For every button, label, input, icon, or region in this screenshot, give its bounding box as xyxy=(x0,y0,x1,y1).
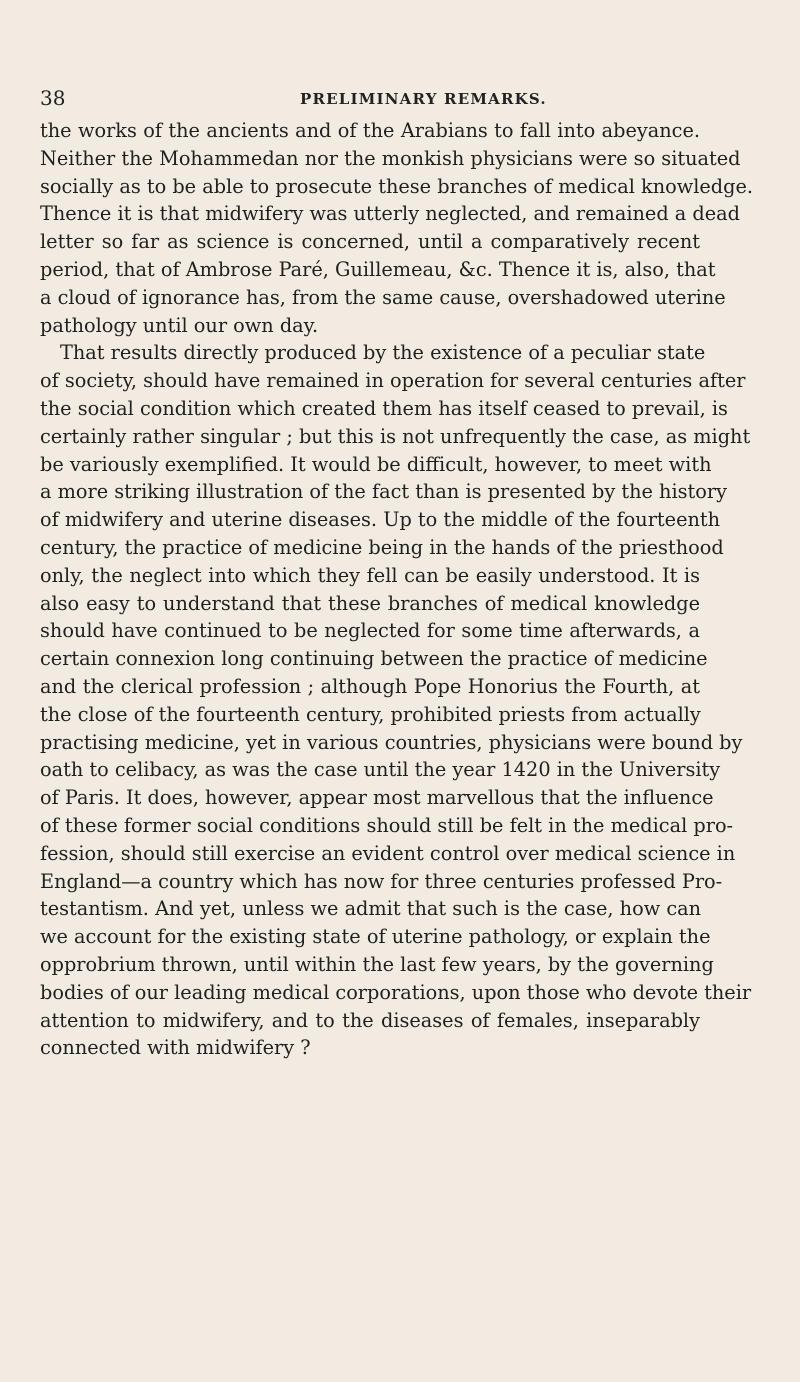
text-line: the works of the ancients and of the Arabians to fall into abeyance. xyxy=(40,119,700,142)
text-line: Neither the Mohammedan nor the monkish physicians were so situated xyxy=(40,146,741,170)
text-line: the close of the fourteenth century, prohibited priests from actually xyxy=(40,702,701,726)
text-line: the social condition which created them has itself ceased to prevail, is xyxy=(40,396,728,420)
paragraph-2 xyxy=(40,339,752,1062)
text-line: of these former social conditions should still be felt in the medical pro- xyxy=(40,813,734,837)
text-line: and the clerical profession ; although Pope Honorius the Fourth, at xyxy=(40,674,700,698)
text-line: of Paris. It does, however, appear most marvellous that the influence xyxy=(40,786,714,810)
text-line: oath to celibacy, as was the case until the year 1420 in the University xyxy=(40,758,721,782)
text-line: a more striking illustration of the fact than is presented by the history xyxy=(40,480,728,504)
running-head: PRELIMINARY REMARKS. xyxy=(300,90,547,108)
text-line: pathology until our own day. xyxy=(40,313,319,337)
text-line: socially as to be able to prosecute these branches of medical knowledge. xyxy=(40,174,754,198)
text-line: connected with midwifery ? xyxy=(40,1036,311,1060)
page-header xyxy=(40,86,700,110)
text-line: be variously exemplified. It would be difficult, however, to meet with xyxy=(40,452,712,476)
text-line: we account for the existing state of uterine pathology, or explain the xyxy=(40,925,711,949)
body-text xyxy=(40,117,754,1062)
text-line: That results directly produced by the existence of a peculiar state xyxy=(60,341,706,365)
text-line: attention to midwifery, and to the diseases of females, inseparably xyxy=(40,1008,700,1032)
text-line: Thence it is that midwifery was utterly neglected, and remained a dead xyxy=(40,202,740,226)
text-line: should have continued to be neglected for some time afterwards, a xyxy=(40,619,700,643)
text-line: certain connexion long continuing between the practice of medicine xyxy=(40,647,708,671)
text-line: certainly rather singular ; but this is not unfrequently the case, as might xyxy=(40,424,751,448)
text-line: period, that of Ambrose Paré, Guillemeau, &c. Thence it is, also, that xyxy=(40,257,716,281)
page-number: 38 xyxy=(40,86,66,110)
text-line: also easy to understand that these branches of medical knowledge xyxy=(40,591,700,615)
text-line: England—a country which has now for three centuries professed Pro- xyxy=(40,869,723,893)
paragraph-1 xyxy=(40,117,754,339)
text-line: of society, should have remained in operation for several centuries after xyxy=(40,369,746,393)
text-line: only, the neglect into which they fell can be easily understood. It is xyxy=(40,563,700,587)
text-line: of midwifery and uterine diseases. Up to the middle of the fourteenth xyxy=(40,508,721,532)
text-line: opprobrium thrown, until within the last few years, by the governing xyxy=(40,952,714,976)
text-line: letter so far as science is concerned, until a comparatively recent xyxy=(40,230,700,254)
text-line: century, the practice of medicine being in the hands of the priesthood xyxy=(40,535,724,559)
text-line: a cloud of ignorance has, from the same cause, overshadowed uterine xyxy=(40,285,726,309)
text-line: fession, should still exercise an evident control over medical science in xyxy=(40,841,736,865)
text-line: practising medicine, yet in various countries, physicians were bound by xyxy=(40,730,743,754)
text-line: testantism. And yet, unless we admit that such is the case, how can xyxy=(40,897,702,921)
text-line: bodies of our leading medical corporations, upon those who devote their xyxy=(40,980,752,1004)
